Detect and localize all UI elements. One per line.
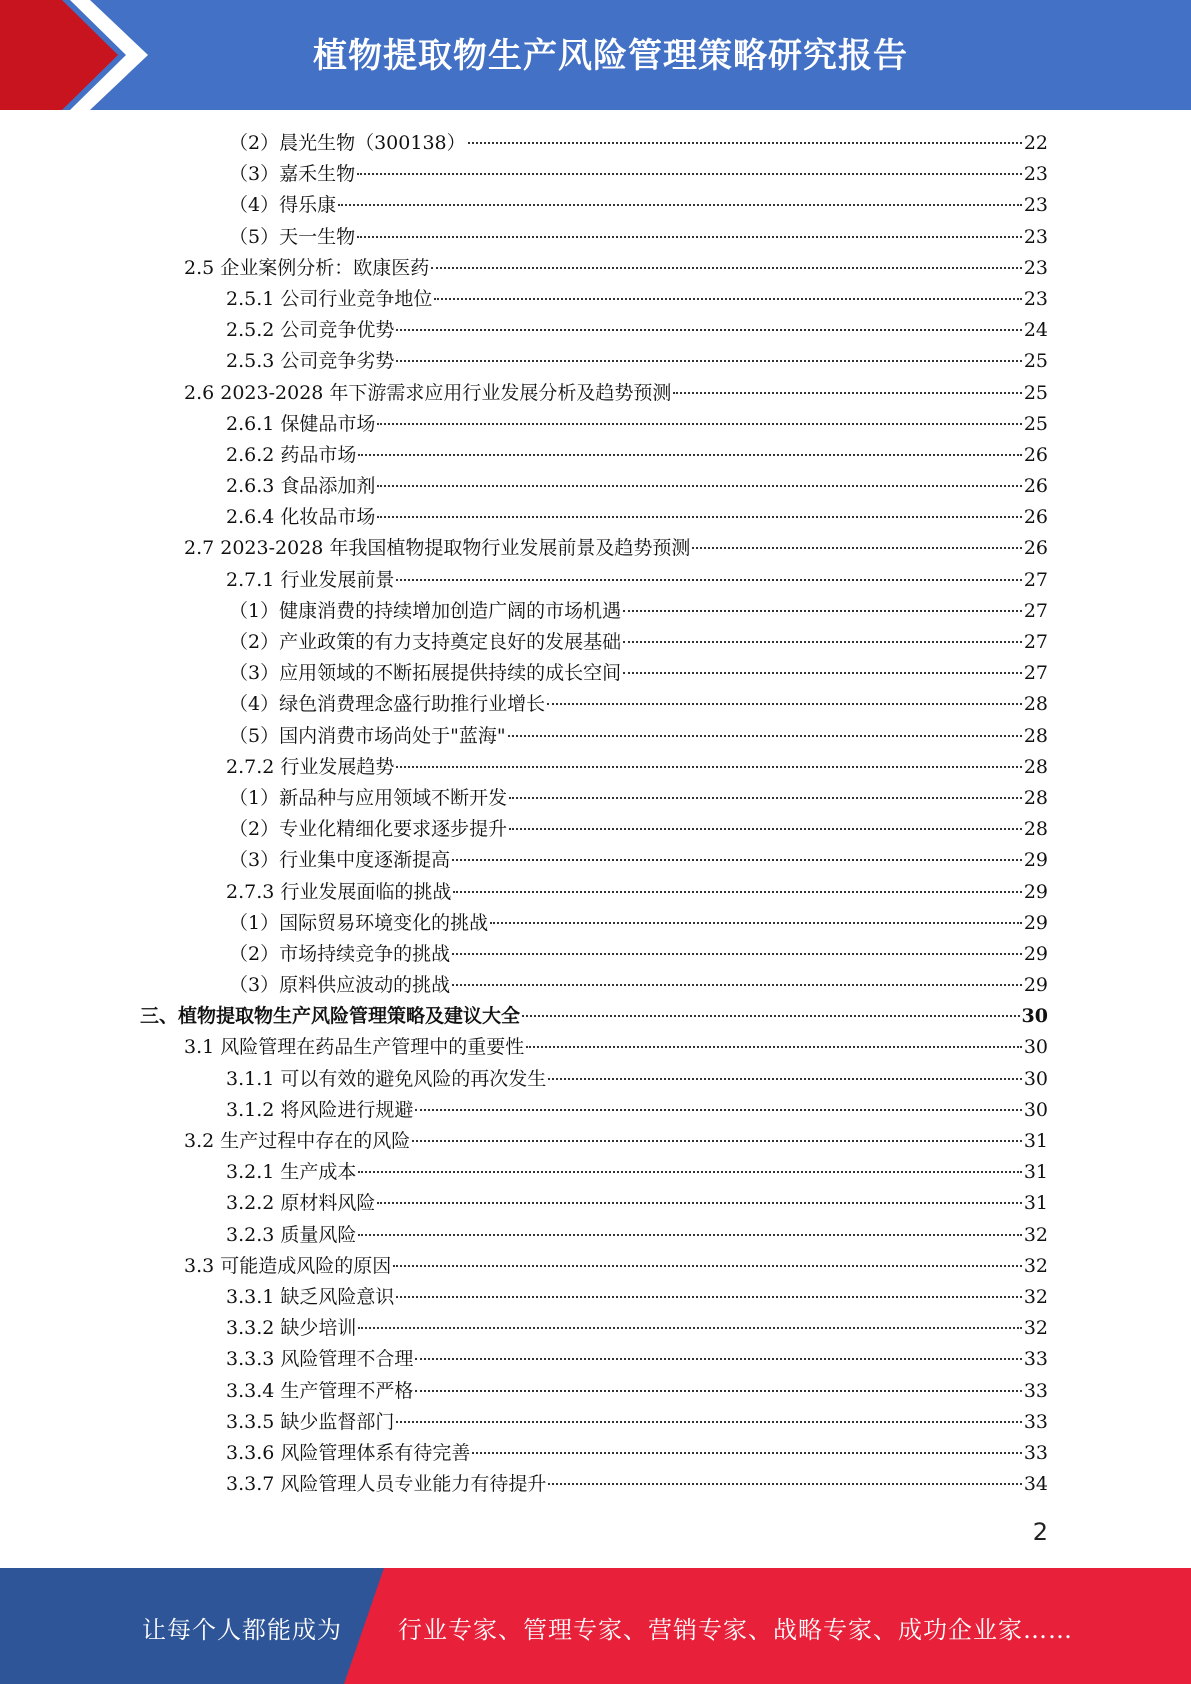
- toc-entry-label: 2.5.3 公司竞争劣势: [226, 350, 395, 373]
- toc-entry[interactable]: [140, 1157, 1048, 1188]
- toc-entry-page: 30: [1023, 1067, 1048, 1090]
- toc-dot-leader: [431, 266, 1022, 269]
- toc-entry[interactable]: [140, 1126, 1048, 1157]
- toc-entry-page: 24: [1023, 319, 1048, 342]
- footer-slogan-left: 让每个人都能成为: [142, 1616, 342, 1644]
- toc-entry[interactable]: [140, 1282, 1048, 1313]
- toc-entry-label: （1）健康消费的持续增加创造广阔的市场机遇: [229, 599, 622, 622]
- toc-entry-label: （1）国际贸易环境变化的挑战: [229, 911, 489, 934]
- toc-entry-page: 23: [1023, 225, 1048, 248]
- toc-dot-leader: [396, 1295, 1021, 1298]
- toc-entry[interactable]: [140, 1220, 1048, 1251]
- toc-dot-leader: [509, 796, 1022, 799]
- footer-slogan-right: 行业专家、管理专家、营销专家、战略专家、成功企业家……: [398, 1616, 1073, 1644]
- toc-entry-label: 3.1 风险管理在药品生产管理中的重要性: [184, 1036, 525, 1059]
- toc-dot-leader: [692, 546, 1021, 549]
- toc-entry[interactable]: [140, 1064, 1048, 1095]
- toc-entry-page: 29: [1023, 942, 1048, 965]
- toc-entry-page: 29: [1023, 849, 1048, 872]
- toc-dot-leader: [396, 328, 1021, 331]
- toc-entry[interactable]: [140, 128, 1048, 159]
- toc-entry-page: 33: [1023, 1348, 1048, 1371]
- toc-entry[interactable]: [140, 596, 1048, 627]
- toc-entry-label: （5）天一生物: [229, 225, 356, 248]
- toc-dot-leader: [508, 734, 1022, 737]
- toc-entry-page: 23: [1023, 256, 1048, 279]
- toc-dot-leader: [415, 1389, 1021, 1392]
- toc-dot-leader: [468, 141, 1022, 144]
- toc-entry-page: 27: [1023, 599, 1048, 622]
- toc-dot-leader: [377, 422, 1021, 425]
- toc-dot-leader: [358, 1326, 1021, 1329]
- toc-dot-leader: [490, 921, 1022, 924]
- toc-entry-label: （3）应用领域的不断拓展提供持续的成长空间: [229, 662, 622, 685]
- toc-entry[interactable]: [140, 409, 1048, 440]
- toc-entry[interactable]: [140, 159, 1048, 190]
- toc-entry-label: 2.7 2023-2028 年我国植物提取物行业发展前景及趋势预测: [184, 537, 691, 560]
- toc-entry[interactable]: [140, 222, 1048, 253]
- toc-dot-leader: [358, 1170, 1021, 1173]
- toc-dot-leader: [377, 1201, 1021, 1204]
- toc-dot-leader: [357, 235, 1022, 238]
- toc-entry-page: 32: [1023, 1317, 1048, 1340]
- report-title: 植物提取物生产风险管理策略研究报告: [313, 36, 908, 76]
- toc-entry-page: 26: [1023, 443, 1048, 466]
- toc-entry[interactable]: [140, 471, 1048, 502]
- toc-entry-page: 25: [1023, 381, 1048, 404]
- toc-entry[interactable]: [140, 565, 1048, 596]
- page-number: 2: [1032, 1518, 1048, 1546]
- toc-entry-label: 3.2.2 原材料风险: [226, 1192, 376, 1215]
- toc-entry-page: 33: [1023, 1410, 1048, 1433]
- toc-dot-leader: [526, 1045, 1022, 1048]
- toc-entry-label: 2.7.2 行业发展趋势: [226, 755, 395, 778]
- toc-entry-label: （4）绿色消费理念盛行助推行业增长: [229, 693, 546, 716]
- toc-entry[interactable]: [140, 1376, 1048, 1407]
- toc-entry[interactable]: [140, 752, 1048, 783]
- toc-entry-label: （3）行业集中度逐渐提高: [229, 849, 451, 872]
- toc-entry[interactable]: [140, 1032, 1048, 1063]
- toc-entry-label: （2）市场持续竞争的挑战: [229, 942, 451, 965]
- toc-entry-page: 26: [1023, 537, 1048, 560]
- toc-entry-label: 2.6.2 药品市场: [226, 443, 357, 466]
- toc-entry-label: 3.1.2 将风险进行规避: [226, 1098, 414, 1121]
- toc-entry-label: 2.6.4 化妆品市场: [226, 506, 376, 529]
- toc-dot-leader: [547, 702, 1022, 705]
- toc-entry[interactable]: [140, 783, 1048, 814]
- toc-dot-leader: [548, 1482, 1021, 1485]
- toc-entry-page: 33: [1023, 1441, 1048, 1464]
- toc-entry[interactable]: [140, 1313, 1048, 1344]
- toc-entry[interactable]: [140, 658, 1048, 689]
- toc-dot-leader: [673, 391, 1021, 394]
- toc-entry-page: 31: [1023, 1130, 1048, 1152]
- toc-entry-label: 2.6.1 保健品市场: [226, 412, 376, 435]
- toc-entry[interactable]: [140, 284, 1048, 315]
- toc-entry-page: 27: [1023, 568, 1048, 591]
- toc-entry[interactable]: [140, 190, 1048, 221]
- toc-entry-label: 2.7.1 行业发展前景: [226, 568, 395, 591]
- toc-entry[interactable]: [140, 908, 1048, 939]
- toc-entry[interactable]: [140, 1407, 1048, 1438]
- toc-dot-leader: [396, 765, 1021, 768]
- toc-entry[interactable]: [140, 1469, 1048, 1500]
- toc-dot-leader: [396, 1420, 1021, 1423]
- toc-entry-page: 28: [1023, 724, 1048, 747]
- toc-entry-label: （2）专业化精细化要求逐步提升: [229, 818, 508, 841]
- toc-entry-label: 2.5.2 公司竞争优势: [226, 319, 395, 342]
- toc-entry-page: 28: [1023, 786, 1048, 809]
- toc-entry-label: （4）得乐康: [229, 194, 337, 217]
- toc-dot-leader: [415, 1108, 1021, 1111]
- toc-entry[interactable]: [140, 970, 1048, 1001]
- toc-entry[interactable]: [140, 721, 1048, 752]
- toc-dot-leader: [452, 983, 1022, 986]
- toc-dot-leader: [358, 1233, 1021, 1236]
- table-of-contents: [140, 128, 1048, 1500]
- toc-entry-label: 3.3.5 缺少监督部门: [226, 1410, 395, 1433]
- toc-entry-page: 26: [1023, 475, 1048, 498]
- toc-entry-page: 31: [1023, 1192, 1048, 1215]
- toc-entry-label: 2.6.3 食品添加剂: [226, 475, 376, 498]
- toc-dot-leader: [623, 640, 1022, 643]
- toc-entry[interactable]: [140, 627, 1048, 658]
- toc-entry-page: 29: [1023, 911, 1048, 934]
- toc-entry[interactable]: [140, 440, 1048, 471]
- toc-entry-label: （3）原料供应波动的挑战: [229, 974, 451, 997]
- toc-entry-label: （1）新品种与应用领域不断开发: [229, 786, 508, 809]
- toc-dot-leader: [623, 671, 1022, 674]
- page-footer: [0, 1568, 1191, 1684]
- toc-dot-leader: [472, 1451, 1021, 1454]
- toc-dot-leader: [509, 827, 1022, 830]
- toc-entry-page: 33: [1023, 1379, 1048, 1402]
- toc-entry-label: （2）晨光生物（300138）: [229, 132, 466, 154]
- toc-entry-page: 28: [1023, 818, 1048, 841]
- toc-entry[interactable]: [140, 877, 1048, 908]
- toc-entry-page: 27: [1023, 631, 1048, 653]
- toc-dot-leader: [415, 1357, 1021, 1360]
- page-header: [0, 0, 1191, 110]
- toc-entry-page: 29: [1023, 880, 1048, 903]
- toc-entry[interactable]: [140, 533, 1048, 564]
- toc-entry[interactable]: [140, 315, 1048, 346]
- toc-dot-leader: [522, 1014, 1020, 1017]
- toc-entry-page: 30: [1023, 1098, 1048, 1121]
- toc-entry-page: 30: [1023, 1036, 1048, 1059]
- toc-entry-label: 3.1.1 可以有效的避免风险的再次发生: [226, 1067, 547, 1090]
- toc-entry-label: 3.3.4 生产管理不严格: [226, 1379, 414, 1402]
- toc-entry[interactable]: [140, 814, 1048, 845]
- toc-entry-label: 2.7.3 行业发展面临的挑战: [226, 880, 452, 903]
- toc-entry-page: 34: [1023, 1473, 1048, 1496]
- toc-entry-label: 2.6 2023-2028 年下游需求应用行业发展分析及趋势预测: [184, 381, 672, 404]
- toc-entry-page: 32: [1023, 1254, 1048, 1277]
- toc-entry-page: 29: [1023, 974, 1048, 997]
- toc-entry-page: 28: [1023, 693, 1048, 716]
- toc-entry[interactable]: [140, 1344, 1048, 1375]
- toc-entry-label: 3.3.7 风险管理人员专业能力有待提升: [226, 1473, 547, 1496]
- toc-entry-page: 27: [1023, 662, 1048, 685]
- toc-entry[interactable]: [140, 1188, 1048, 1219]
- toc-entry-page: 26: [1023, 506, 1048, 529]
- toc-entry-label: 3.2.1 生产成本: [226, 1161, 357, 1184]
- toc-entry[interactable]: [140, 378, 1048, 409]
- toc-entry[interactable]: [140, 1251, 1048, 1282]
- toc-entry[interactable]: [140, 689, 1048, 720]
- toc-entry[interactable]: [140, 502, 1048, 533]
- toc-entry-label: 2.5.1 公司行业竞争地位: [226, 287, 433, 310]
- toc-entry-page: 32: [1023, 1223, 1048, 1246]
- toc-entry-label: （5）国内消费市场尚处于"蓝海": [229, 724, 506, 747]
- toc-dot-leader: [412, 1139, 1022, 1142]
- toc-entry-label: 三、植物提取物生产风险管理策略及建议大全: [140, 1005, 521, 1028]
- toc-dot-leader: [452, 952, 1022, 955]
- toc-entry[interactable]: [140, 1095, 1048, 1126]
- toc-entry-label: 3.3.2 缺少培训: [226, 1317, 357, 1340]
- toc-dot-leader: [434, 297, 1021, 300]
- toc-dot-leader: [396, 359, 1021, 362]
- toc-dot-leader: [453, 890, 1021, 893]
- toc-entry-page: 30: [1021, 1005, 1048, 1028]
- toc-entry[interactable]: [140, 845, 1048, 876]
- toc-dot-leader: [548, 1077, 1021, 1080]
- toc-entry-label: （2）产业政策的有力支持奠定良好的发展基础: [229, 631, 622, 653]
- toc-entry-page: 22: [1023, 132, 1048, 154]
- toc-entry-page: 25: [1023, 350, 1048, 373]
- toc-entry[interactable]: [140, 939, 1048, 970]
- toc-entry-label: 3.3 可能造成风险的原因: [184, 1254, 392, 1277]
- toc-entry-label: 3.2.3 质量风险: [226, 1223, 357, 1246]
- toc-entry-page: 28: [1023, 755, 1048, 778]
- toc-dot-leader: [396, 578, 1021, 581]
- toc-entry-page: 25: [1023, 412, 1048, 435]
- toc-dot-leader: [393, 1264, 1022, 1267]
- toc-dot-leader: [377, 515, 1021, 518]
- toc-entry[interactable]: [140, 253, 1048, 284]
- toc-dot-leader: [452, 858, 1022, 861]
- toc-entry-page: 31: [1023, 1161, 1048, 1184]
- toc-dot-leader: [623, 609, 1022, 612]
- toc-entry-label: （3）嘉禾生物: [229, 163, 356, 186]
- toc-entry-page: 23: [1023, 287, 1048, 310]
- toc-dot-leader: [338, 203, 1022, 206]
- toc-dot-leader: [377, 484, 1021, 487]
- toc-dot-leader: [357, 172, 1022, 175]
- toc-entry-label: 3.3.6 风险管理体系有待完善: [226, 1441, 471, 1464]
- toc-entry-label: 3.3.1 缺乏风险意识: [226, 1285, 395, 1308]
- toc-entry-page: 32: [1023, 1285, 1048, 1308]
- toc-entry-page: 23: [1023, 194, 1048, 217]
- toc-entry-label: 3.3.3 风险管理不合理: [226, 1348, 414, 1371]
- toc-dot-leader: [358, 453, 1021, 456]
- toc-entry-label: 2.5 企业案例分析：欧康医药: [184, 256, 430, 279]
- toc-entry[interactable]: [140, 1001, 1048, 1032]
- toc-entry[interactable]: [140, 346, 1048, 377]
- toc-entry-label: 3.2 生产过程中存在的风险: [184, 1130, 411, 1152]
- toc-entry[interactable]: [140, 1438, 1048, 1469]
- toc-entry-page: 23: [1023, 163, 1048, 186]
